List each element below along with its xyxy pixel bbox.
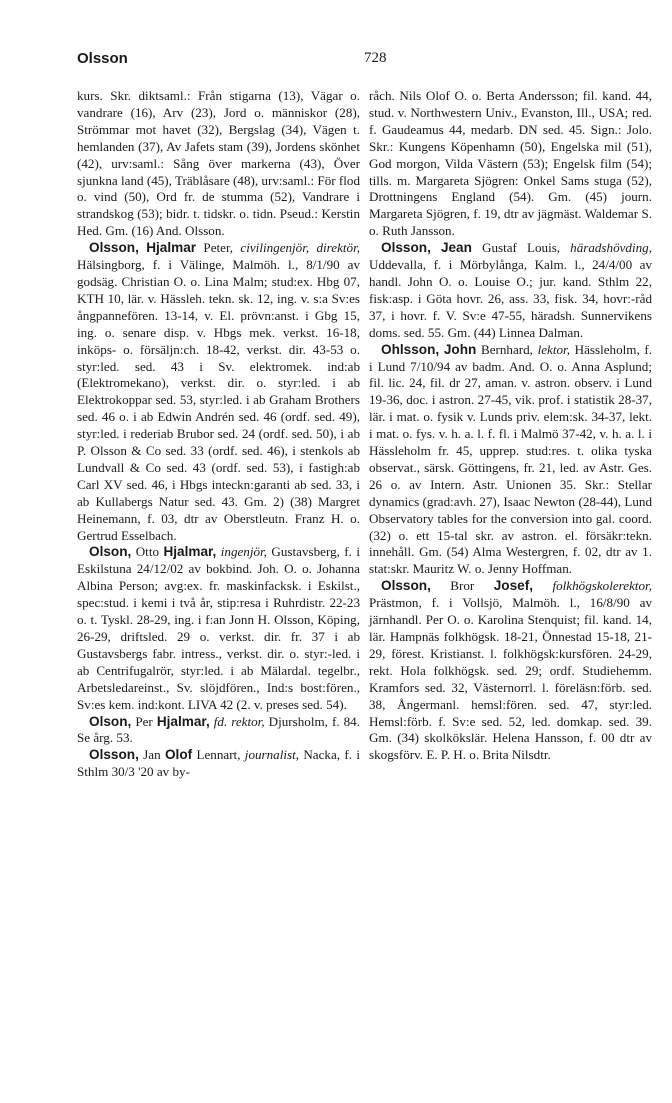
- entry-surname: Olsson,: [89, 747, 139, 763]
- entry-given-name: Hjalmar,: [156, 713, 210, 729]
- entry-text: Hässleholm, f. i Lund 7/10/94 av badm. And. O. o. Anna Asplund; fil. lic. 24, fil. dr 27, aman. v. astron. observ. i Lund 19-36, doc. i astron. 27-45, vik. prof. i statistik 28-37, lär. i mat. o. fysik v. Lunds priv. elem:sk. 34-37, lekt. i mat. o. fys. v. h. a. l. f. fl. i Malmö 37-42, v. h. a. l. i Hässleholm fr. 45, upprep. stud:res. t. olika tyska observat., särsk. Göttingens, fr. 21, led. av Astr. Ges. 26 o. av Intern. Astr. Unionen 35. Skr.: Stellar dynamics (grad:avh. 27), Isaac Newton (28-44), Lund Observatory tables for the conversion into gal. coord. (32) o. ett 15-tal skr. av astron. el. försäkr:tekn. innehåll. Gm. (54) Alma Westergren, f. 02, dtr av 1. stat:skr. Mauritz W. o. Jenny Hoffman.: [369, 341, 652, 577]
- entry-text: Djursholm, f. 84. Se årg. 53.: [77, 713, 361, 746]
- entry-given-pre: Otto: [131, 544, 164, 560]
- entry-surname: Olsson,: [89, 240, 139, 256]
- entry-surname: Olson,: [89, 713, 132, 729]
- entry-occupation: civilingenjör, direktör,: [240, 240, 361, 256]
- entry-occupation: folkhögskolerektor,: [533, 578, 652, 594]
- entry-given-name: Hjalmar,: [163, 544, 217, 560]
- entry-given-name: John: [443, 341, 477, 357]
- entry-occupation: häradshövding,: [560, 240, 652, 256]
- entry-surname: Ohlsson,: [381, 341, 440, 357]
- entry-text: Hälsingborg, f. i Välinge, Malmöh. l., 8/1/90 av godsäg. Christian O. o. Lina Malm; stud:ex. Hbg 07, KTH 10, lär. v. Hässleh. tekn. sk. 12, ing. v. s:a Sv:es ångpannefören. 13-14, v. El. prövn:anst. i Gbg 15, ing. o. senare disp. v. Hbgs mek. verkst. 16-18, inköps- o. försäljn:ch. 18-42, verkst. dir. 43-53 o. styr:led. sed. 43 i Sv. elektromek. ind:ab (Elektromekano), verkst. dir. o. styr:led. i ab Elektrokoppar sed. 53, styr:led. i ab Graham Brothers sed. 46 o. i ab Edwin Andrén sed. 46 (ordf. sed. 49), styr:led. i rederiab Brubor sed. 24 (ordf. sed. 50), i ab P. Olsson & Co sed. 33 (ordf. sed. 46), i stenkols ab Lundvall & Co sed. 43 (ordf. sed. 53), i fastigh:ab Carl XV sed. 46, i Hbgs inteckn:garanti ab sed. 33, i ab Kullabergs Natur sed. 43. Gm. 2) (38) Margret Heinemann, f. 03, dtr av Oberstleutn. Franz H. o. Gertrud Esselbach.: [77, 257, 360, 543]
- entry-olsson-bror-josef: [369, 578, 652, 764]
- entry-given-name: Jean: [440, 240, 472, 256]
- entry-continuation: kurs. Skr. diktsaml.: Från stigarna (13), Vägar o. vandrare (16), Arv (23), Jord o. människor (28), Strömmar mot havet (32), Bergslag (34), Vägen t. hemlanden (37), Av Jafets stam (39), Jordens skönhet (42), urv:saml.: Sång över markerna (43), Över sjunkna land (45), Träblåsare (48), urv:saml.: För flod o. vind (50), Ord fr. de stumma (52), Vandrare i strandskog (53); bidr. t. tidskr. o. tidn. Pseud.: Kerstin Hed. Gm. (16) And. Olsson.: [77, 88, 360, 239]
- entry-given-rest: Gustaf Louis,: [471, 240, 561, 256]
- entry-olson-otto-hjalmar: [77, 544, 360, 713]
- entry-given-pre: Jan: [138, 747, 165, 763]
- entry-occupation: ingenjör,: [216, 544, 267, 560]
- entry-given-pre: Bror: [430, 578, 494, 594]
- page-number: 728: [364, 50, 387, 66]
- entry-ohlsson-john: [369, 342, 652, 579]
- entry-olsson-hjalmar-peter: [77, 240, 360, 544]
- entry-continuation: råch. Nils Olof O. o. Berta Andersson; fil. kand. 44, stud. v. Northwestern Univ., Evanston, Ill., USA; red. f. Gaudeamus 44, medarb. DN sed. 45. Sign.: Jolo. Skr.: Kungens Köpenhamn (50), Engelska mil (51), God morgon, Vilda Västern (53); Engelsk film (54); tills. m. Margareta Sjögren: Onkel Sams stuga (52), Drottningens England (54). Gm. (45) journ. Margareta Sjögren, f. 19, dtr av jägmäst. Waldemar S. o. Ruth Jansson.: [369, 88, 652, 239]
- entry-surname: Olson,: [89, 544, 132, 560]
- entry-given-name: Josef,: [493, 578, 534, 594]
- entry-given-rest: Bernhard,: [476, 341, 533, 357]
- entry-surname: Olsson,: [381, 578, 431, 594]
- entry-olsson-jean: [369, 240, 652, 341]
- entry-given-rest: Peter,: [196, 240, 234, 256]
- entry-text: Uddevalla, f. i Mörbylånga, Kalm. l., 24/4/00 av handl. John O. o. Louise O.; jur. kand. Sthlm 22, fisk:asp. i Göta hovr. 26, ass. 33, fisk. 34, hovr:-råd 37, i hovr. f. V. Sv:e 47-55, häradsh. Sunnervikens doms. sed. 55. Gm. (44) Linnea Dalman.: [369, 257, 652, 340]
- running-head-name: Olsson: [77, 50, 128, 67]
- entry-given-pre: Per: [131, 713, 157, 729]
- entry-occupation: lektor,: [532, 341, 570, 357]
- right-column: [369, 88, 652, 764]
- entry-given-rest: Lennart,: [192, 747, 241, 763]
- entry-given-name: Olof: [164, 747, 193, 763]
- entry-occupation: fd. rektor,: [209, 713, 265, 729]
- entry-occupation: journalist,: [240, 747, 300, 763]
- entry-olsson-jan-olof: [77, 747, 360, 781]
- running-head: [77, 50, 647, 72]
- entry-surname: Olsson,: [381, 240, 431, 256]
- entry-text: Gustavsberg, f. i Eskilstuna 24/12/02 av bokbind. Joh. O. o. Johanna Albina Person; avg:ex. fr. maskinfacksk. i Eskilst., spec:stud. i kemi i två år, stip:resa i Ruhrdistr. 22-23 o. t. Tyskl. 28-29, ing. i f:an Jonn H. Olsson, Köping, 26-29, driftsled. 29 o. verkst. dir. fr. 37 i ab Gustavsbergs fabr. intress., verkst. dir. o. styr:-led. i ab Centrifugalrör, styr:led. i ab Mälardal. tegelbr., Arbetsledareinst., Sv. slöjdfören., Ind:s bost:fören., Sv:es kem. ind:kont. LIVA 42 (2. v. preses sed. 54).: [77, 544, 361, 712]
- left-column: [77, 88, 360, 781]
- entry-given-name: Hjalmar: [146, 240, 197, 256]
- entry-olson-per-hjalmar: [77, 714, 360, 748]
- entry-text: Prästmon, f. i Vollsjö, Malmöh. l., 16/8/90 av järnhandl. Per O. o. Karolina Stenquist; fil. kand. 14, lär. Hampnäs folkhögsk. 18-21, Önnestad 15-18, 21-29, förest. Kristianst. l. folkhögsk:kursfören. 24-29, rekt. Hola folkhögsk. sed. 29; ordf. Studiehemm. Kramfors sed. 32, Västernorrl. l. föreläsn:förb. sed. 38, Ångermanl. hemsl:fören. sed. 47, styr:led. Hemsl:förb. f. Sv:e sed. 52, led. domkap. sed. 39. Gm. (34) skolkökslär. Helena Hansson, f. 00 dtr av skogsförv. E. P. H. o. Brita Nilsdtr.: [369, 595, 652, 763]
- entry-text: Nacka, f. i Sthlm 30/3 '20 av by-: [77, 747, 360, 780]
